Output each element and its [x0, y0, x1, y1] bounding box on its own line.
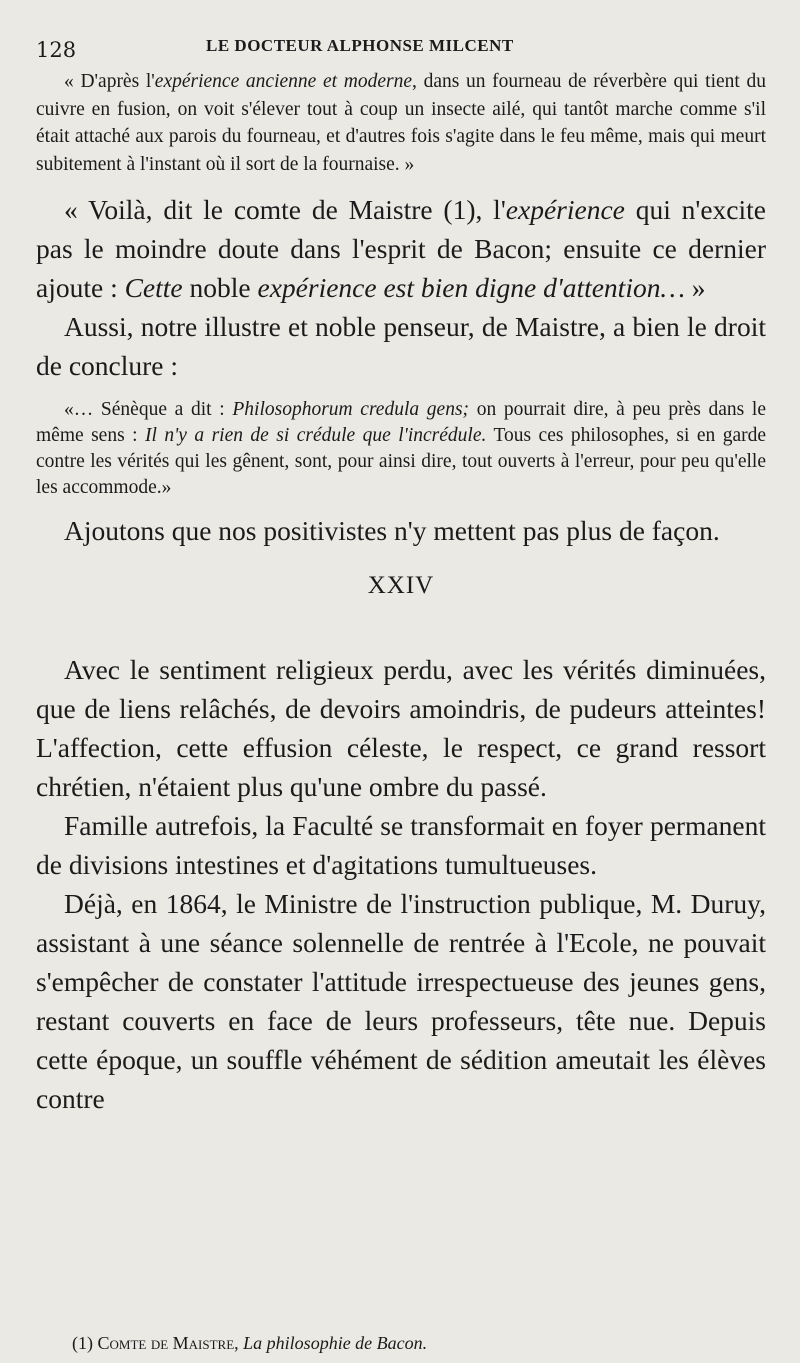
quote-seneque: [36, 397, 766, 501]
paragraph-famille: Famille autrefois, la Faculté se transformait en foyer permanent de divisions intestines et d'agitations tumultueuses.: [36, 810, 766, 880]
body-block-3: [36, 650, 766, 1118]
text-run: «… Sénèque a dit :: [64, 399, 233, 420]
paragraph-aussi: Aussi, notre illustre et noble penseur, de Maistre, a bien le droit de conclure :: [36, 311, 766, 381]
text-run: on pourrait dire, à peu près dans le même sens :: [36, 399, 767, 446]
italic-run: Philosophorum credula gens;: [232, 399, 470, 420]
quote-paragraph: [36, 397, 766, 501]
body-block-1: [36, 190, 766, 385]
text-run: « Voilà, dit le comte de Maistre (1), l': [64, 194, 506, 225]
page-header: [36, 28, 766, 68]
quote-paragraph: [36, 68, 766, 178]
text-run: noble: [182, 272, 258, 303]
text-run: « D'après l': [64, 71, 155, 92]
paragraph-sentiment: Avec le sentiment religieux perdu, avec les vérités diminuées, que de liens relâchés, de devoirs amoindris, de pudeurs atteintes! L'affection, cette effusion céleste, le respect, ce grand ressort chrétien, n'étaient plus qu'une ombre du passé.: [36, 654, 766, 802]
italic-run: expérience: [505, 194, 625, 225]
paragraph-ajoutons: Ajoutons que nos positivistes n'y mettent pas plus de façon.: [64, 515, 720, 546]
footnote-mark: (1): [72, 1333, 98, 1353]
text-run: , dans un fourneau de réverbère qui tient du cuivre en fusion, on voit s'élever tout à coup un insecte ailé, qui tantôt marche comme s'il était attaché aux parois du fourneau, et d'autres fois s'agite dans le feu même, mais qui meurt subitement à l'instant où il sort de la fournaise. »: [36, 71, 767, 175]
paragraph-deja: Déjà, en 1864, le Ministre de l'instruction publique, M. Duruy, assistant à une séance solennelle de rentrée à l'Ecole, ne pouvait s'empêcher de constater l'attitude irrespectueuse des jeunes gens, restant couverts en face de leurs professeurs, tête nue. Depuis cette époque, un souffle véhément de sédition ameutait les élèves contre: [36, 888, 766, 1114]
running-title: LE DOCTEUR ALPHONSE MILCENT: [206, 36, 514, 55]
italic-run: Il n'y a rien de si crédule que l'incrédule.: [145, 425, 487, 446]
text-run: qui n'excite pas le moindre doute dans l'esprit de Bacon; ensuite ce dernier ajoute :: [36, 194, 767, 303]
quote-experience: [36, 68, 766, 178]
text-run: »: [684, 272, 706, 303]
text-run: Tous ces philosophes, si en garde contre les vérités qui les gênent, sont, pour ainsi dire, tout ouverts à l'erreur, pour peu qu'elle les accommode.»: [36, 425, 766, 498]
footnote-author: Comte de Maistre: [97, 1333, 235, 1353]
footnote: [72, 1333, 427, 1354]
italic-run: Cette: [124, 272, 183, 303]
italic-run: expérience ancienne et moderne: [154, 71, 412, 92]
body-block-2: [36, 511, 766, 550]
page-number: 128: [36, 38, 77, 62]
text-run: ,: [234, 1333, 244, 1353]
italic-run: expérience est bien digne d'attention…: [257, 272, 685, 303]
paragraph-voila: [36, 190, 766, 307]
chapter-heading: XXIV: [367, 572, 435, 599]
footnote-title: La philosophie de Bacon.: [243, 1333, 428, 1353]
